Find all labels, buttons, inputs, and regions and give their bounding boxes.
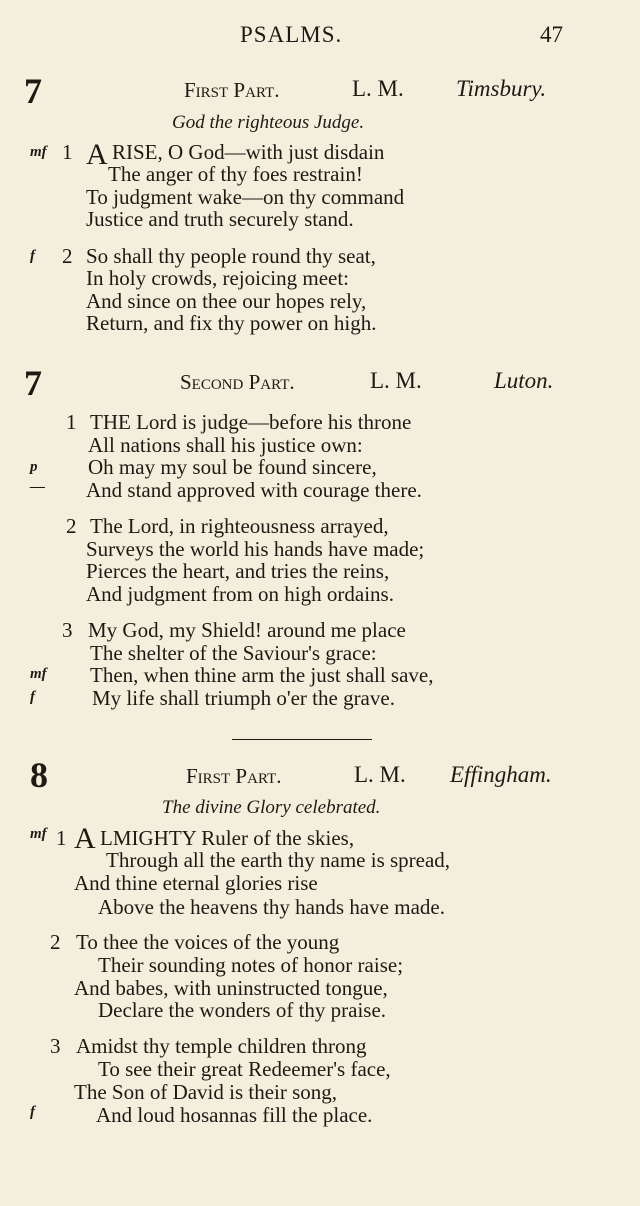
verse-line: In holy crowds, rejoicing meet: [86, 266, 350, 290]
verse-line: My God, my Shield! around me place [88, 618, 406, 642]
verse-number: 1 [62, 140, 73, 164]
verse-line: Pierces the heart, and tries the reins, [86, 559, 390, 583]
verse-number: 3 [50, 1034, 61, 1058]
verse-number: 2 [62, 244, 73, 268]
meter: L. M. [352, 76, 404, 101]
page-number: 47 [540, 22, 563, 47]
verse-line: Surveys the world his hands have made; [86, 537, 425, 561]
psalm-number: 8 [30, 755, 48, 795]
verse-line: RISE, O God—with just disdain [112, 140, 385, 164]
verse-line: THE Lord is judge—before his throne [90, 410, 412, 434]
psalm-number: 7 [24, 71, 42, 111]
verse-line: The shelter of the Saviour's grace: [90, 641, 377, 665]
section-subtitle: The divine Glory celebrated. [162, 797, 381, 818]
tune-name: Luton. [494, 368, 554, 393]
meter: L. M. [370, 368, 422, 393]
verse-number: 2 [66, 514, 77, 538]
verse-line: To thee the voices of the young [76, 930, 340, 954]
verse-line: Then, when thine arm the just shall save, [90, 663, 434, 687]
tune-name: Effingham. [450, 762, 552, 787]
verse-line: The Lord, in righteousness arrayed, [90, 514, 389, 538]
part-label: First Part. [186, 764, 282, 788]
verse-line: And since on thee our hopes rely, [86, 289, 367, 313]
verse-line: Oh may my soul be found sincere, [88, 455, 377, 479]
drop-cap: A [74, 822, 96, 855]
part-label: Second Part. [180, 370, 295, 394]
dynamic-marking: p [30, 459, 38, 475]
section-divider [232, 739, 372, 740]
verse-number: 3 [62, 618, 73, 642]
verse-line: All nations shall his justice own: [88, 433, 363, 457]
psalm-number: 7 [24, 363, 42, 403]
dynamic-marking: f [30, 1104, 35, 1120]
verse-line: And babes, with uninstructed tongue, [74, 976, 388, 1000]
dynamic-marking: mf [30, 666, 47, 682]
verse-line: The anger of thy foes restrain! [108, 162, 363, 186]
verse-line: My life shall triumph o'er the grave. [92, 686, 395, 710]
verse-line: The Son of David is their song, [74, 1080, 338, 1104]
page-header [0, 22, 640, 52]
verse-line: Their sounding notes of honor raise; [98, 953, 404, 977]
meter: L. M. [354, 762, 406, 787]
verse-number: 1 [66, 410, 77, 434]
dynamic-marking: mf [30, 144, 47, 160]
verse-line: Justice and truth securely stand. [86, 207, 354, 231]
dynamic-marking: f [30, 689, 35, 705]
verse-line: Through all the earth thy name is spread, [106, 848, 451, 872]
verse-number: 1 [56, 826, 67, 850]
verse-line: And loud hosannas fill the place. [96, 1103, 373, 1127]
verse-line: And judgment from on high ordains. [86, 582, 394, 606]
drop-cap: A [86, 138, 108, 171]
verse-line: And thine eternal glories rise [74, 871, 318, 895]
verse-line: LMIGHTY Ruler of the skies, [100, 826, 355, 850]
part-label: First Part. [184, 78, 280, 102]
section-subtitle: God the righteous Judge. [172, 112, 365, 133]
dynamic-marking: f [30, 248, 35, 264]
verse-line: Above the heavens thy hands have made. [98, 895, 445, 919]
verse-line: To judgment wake—on thy command [86, 185, 405, 209]
verse-line: Return, and fix thy power on high. [86, 311, 377, 335]
tune-name: Timsbury. [456, 76, 547, 101]
dynamic-marking: — [30, 479, 45, 495]
running-title: PSALMS. [240, 22, 343, 47]
verse-line: So shall thy people round thy seat, [86, 244, 376, 268]
verse-line: To see their great Redeemer's face, [98, 1057, 391, 1081]
verse-line: Amidst thy temple children throng [76, 1034, 367, 1058]
verse-line: And stand approved with courage there. [86, 478, 422, 502]
verse-line: Declare the wonders of thy praise. [98, 998, 387, 1022]
verse-number: 2 [50, 930, 61, 954]
dynamic-marking: mf [30, 826, 47, 842]
